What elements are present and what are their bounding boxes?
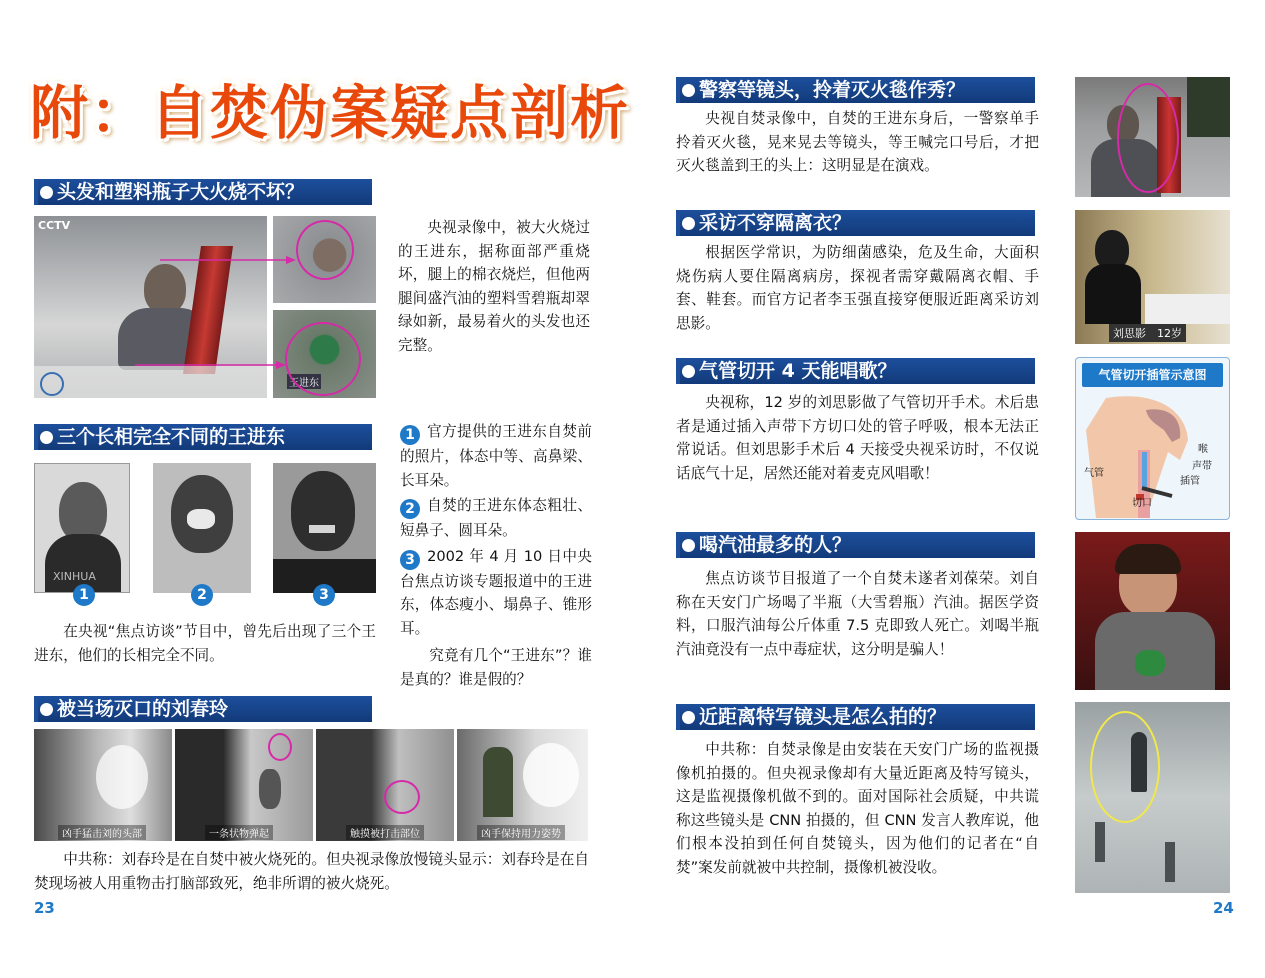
diagram-tracheotomy <box>1075 357 1230 520</box>
highlight-ring-figure <box>1090 711 1160 823</box>
cctv-logo: CCTV <box>38 219 71 232</box>
diagram-label-vocal-cords: 声带 <box>1192 461 1212 472</box>
frame-caption: 凶手保持用力姿势 <box>477 825 565 840</box>
bullet-dot-icon <box>682 711 695 724</box>
bullet-dot-icon <box>682 539 695 552</box>
video-frame-2 <box>175 729 313 841</box>
frame-caption: 一条状物弹起 <box>205 825 273 840</box>
list-item: 1 官方提供的王进东自焚前的照片，体态中等、高鼻梁、长耳朵。 <box>400 423 592 489</box>
photo-interview <box>1075 210 1230 344</box>
video-frame-3 <box>316 729 454 841</box>
highlight-ring-blanket <box>1117 83 1179 193</box>
highlight-ring-hair <box>296 220 354 280</box>
video-frame-1 <box>34 729 172 841</box>
diagram-label-incision: 切口 <box>1132 498 1152 509</box>
photo-caption: 刘思影 12岁 <box>1109 324 1186 342</box>
diagram-label-throat: 喉 <box>1198 444 1208 455</box>
section-heading-liu-chunling: 被当场灭口的刘春玲 <box>34 696 376 722</box>
bullet-dot-icon <box>682 84 695 97</box>
cctv-emblem-icon <box>40 372 64 396</box>
photo-number-2: 2 <box>191 584 213 606</box>
photo-wang-3 <box>273 463 376 593</box>
section-text-tracheotomy: 央视称，12 岁的刘思影做了气管切开手术。术后患者是通过插入声带下方切口处的管子呼吸，根本无法正常说话。但刘思影手术后 4 天接受央视采访时，不仅说话底气十足，居然还能对着麦克风唱歌！ <box>676 394 1039 482</box>
bullet-dot-icon <box>40 186 53 199</box>
name-label: 王进东 <box>287 374 321 389</box>
section-text-liu-chunling: 中共称：刘春玲是在自焚中被火烧死的。但央视录像放慢镜头显示：刘春玲是在自焚现场被人用重物击打脑部致死，绝非所谓的被火烧死。 <box>34 851 589 892</box>
section-text-isolation-gown: 根据医学常识，为防细菌感染，危及生命，大面积烧伤病人要住隔离病房，探视者需穿戴隔离衣帽、手套、鞋套。而官方记者李玉强直接穿便服近距离采访刘思影。 <box>676 244 1039 332</box>
three-faces-list <box>400 420 592 691</box>
three-faces-summary: 在央视“焦点访谈”节目中，曾先后出现了三个王进东，他们的长相完全不同。 <box>34 623 376 664</box>
section-text-hair-bottle: 央视录像中，被大火烧过的王进东，据称面部严重烧坏，腿上的棉衣烧烂，但他两腿间盛汽油的塑料雪碧瓶却翠绿如新，最易着火的头发也还完整。 <box>398 219 590 354</box>
bullet-dot-icon <box>682 365 695 378</box>
question-text: 究竟有几个“王进东”？谁是真的？谁是假的？ <box>400 647 592 688</box>
frame-caption: 触摸被打击部位 <box>346 825 424 840</box>
diagram-label-trachea: 气管 <box>1084 468 1104 479</box>
section-text-close-up: 中共称：自焚录像是由安装在天安门广场的监视摄像机拍摄的。但央视录像却有大量近距离及特写镜头，这是监视摄像机做不到的。面对国际社会质疑，中共谎称这些镜头是 CNN 拍摄的，但 CNN 发言人教库说，他们根本没拍到任何自焚镜头，因为他们的记者在“自焚”案发前就被中共控制，摄像机被没收。 <box>676 741 1039 876</box>
page-number-right: 24 <box>1213 899 1234 917</box>
section-heading-isolation-gown: 采访不穿隔离衣？ <box>676 210 1039 236</box>
list-item: 3 2002 年 4 月 10 日中央台焦点访谈专题报道中的王进东，体态瘦小、塌鼻子、锥形耳。 <box>400 547 592 637</box>
section-heading-tracheotomy: 气管切开 4 天能唱歌？ <box>676 358 1039 384</box>
highlight-ring-head <box>384 780 420 814</box>
photo-wang-2 <box>153 463 251 593</box>
photo-number-3: 3 <box>313 584 335 606</box>
xinhua-watermark: XINHUA <box>53 570 96 583</box>
pointer-arrows <box>130 250 300 375</box>
page-number-left: 23 <box>34 899 55 917</box>
diagram-label-tube: 插管 <box>1180 476 1200 487</box>
frame-caption: 凶手猛击刘的头部 <box>58 825 146 840</box>
bullet-dot-icon <box>40 431 53 444</box>
section-text-gasoline: 焦点访谈节目报道了一个自焚未遂者刘葆荣。刘自称在天安门广场喝了半瓶（大雪碧瓶）汽油。据医学资料，口服汽油每公斤体重 7.5 克即致人死亡。刘喝半瓶汽油竟没有一点中毒症状，这分明是骗人！ <box>676 570 1039 658</box>
photo-woman-bottle <box>1075 532 1230 690</box>
highlight-ring-object <box>268 733 292 761</box>
photo-number-1: 1 <box>73 584 95 606</box>
diagram-title: 气管切开插管示意图 <box>1082 363 1223 387</box>
photo-wang-1 <box>34 463 130 593</box>
section-text-police-blanket: 央视自焚录像中，自焚的王进东身后，一警察单手拎着灭火毯，晃来晃去等镜头，等王喊完口号后，才把灭火毯盖到王的头上：这明显是在演戏。 <box>676 110 1039 174</box>
section-heading-close-up: 近距离特写镜头是怎么拍的？ <box>676 704 1039 730</box>
section-heading-police-blanket: 警察等镜头，拎着灭火毯作秀？ <box>676 77 1039 103</box>
bullet-dot-icon <box>682 217 695 230</box>
section-heading-three-faces: 三个长相完全不同的王进东 <box>34 424 376 450</box>
list-item: 2 自焚的王进东体态粗壮、短鼻子、圆耳朵。 <box>400 497 592 539</box>
video-frame-4 <box>457 729 588 841</box>
section-heading-gasoline: 喝汽油最多的人？ <box>676 532 1039 558</box>
section-heading-hair-bottle: 头发和塑料瓶子大火烧不坏？ <box>34 179 376 205</box>
bullet-dot-icon <box>40 703 53 716</box>
page-title: 附：自焚伪案疑点剖析 <box>30 79 631 147</box>
